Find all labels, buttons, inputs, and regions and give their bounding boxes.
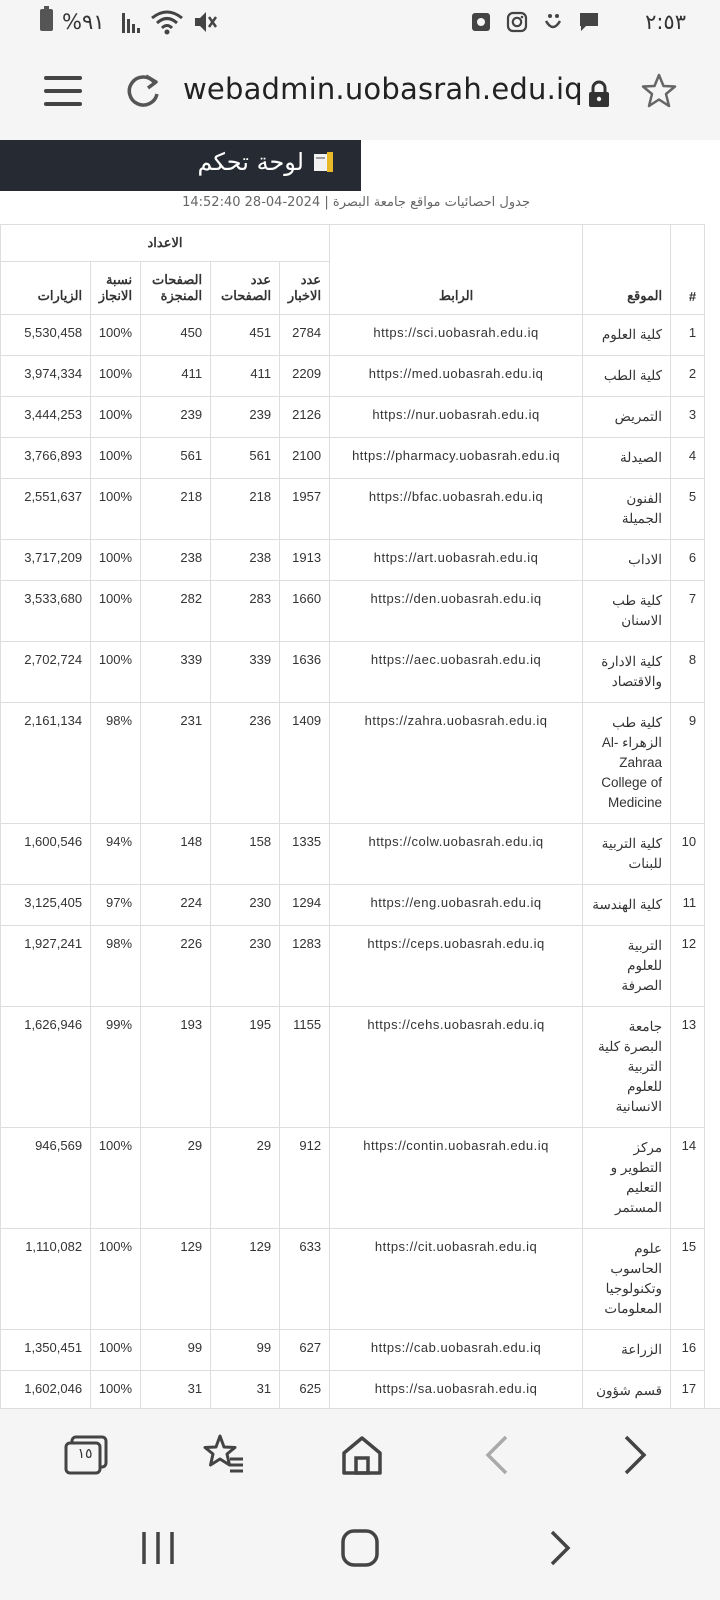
row-pages-done: 411	[141, 356, 211, 397]
row-visits: 2,161,134	[1, 703, 91, 824]
row-index: 7	[671, 581, 705, 642]
row-news-count: 1636	[280, 642, 330, 703]
table-row	[1, 926, 705, 1007]
row-site-name: كلية التربية للبنات	[583, 824, 671, 885]
row-news-count: 1913	[280, 540, 330, 581]
lock-icon[interactable]	[586, 79, 612, 109]
row-pages-done: 31	[141, 1371, 211, 1409]
row-index: 1	[671, 315, 705, 356]
table-subtitle: جدول احصائيات مواقع جامعة البصرة | 2024-04-28 14:52:40	[182, 195, 530, 210]
row-index: 4	[671, 438, 705, 479]
row-completion: 99%	[91, 1007, 141, 1128]
col-link-header: الرابط	[330, 225, 583, 315]
row-pages-done: 561	[141, 438, 211, 479]
table-row	[1, 885, 705, 926]
row-site-name: التمريض	[583, 397, 671, 438]
row-pages-count: 230	[211, 926, 280, 1007]
row-completion: 100%	[91, 479, 141, 540]
row-site-name: كلية الادارة والاقتصاد	[583, 642, 671, 703]
row-news-count: 912	[280, 1128, 330, 1229]
row-completion: 100%	[91, 397, 141, 438]
stats-table	[0, 224, 705, 1408]
row-site-name: الاداب	[583, 540, 671, 581]
row-visits: 1,927,241	[1, 926, 91, 1007]
row-completion: 100%	[91, 315, 141, 356]
table-row	[1, 642, 705, 703]
mute-icon	[192, 9, 218, 35]
wifi-icon	[150, 9, 184, 35]
battery-percent: %٩١	[62, 10, 105, 34]
message-icon	[578, 11, 600, 33]
row-link[interactable]: https://eng.uobasrah.edu.iq	[330, 885, 583, 926]
menu-button[interactable]	[44, 74, 82, 108]
status-bar	[0, 0, 720, 44]
row-pages-count: 451	[211, 315, 280, 356]
row-news-count: 1660	[280, 581, 330, 642]
row-pages-count: 561	[211, 438, 280, 479]
col-completion-header: نسبة الانجاز	[91, 262, 141, 315]
recent-apps-icon[interactable]	[136, 1526, 180, 1570]
row-completion: 100%	[91, 1229, 141, 1330]
row-site-name: كلية طب الاسنان	[583, 581, 671, 642]
col-visits-header: الزيارات	[1, 262, 91, 315]
row-pages-count: 29	[211, 1128, 280, 1229]
row-index: 13	[671, 1007, 705, 1128]
row-pages-done: 193	[141, 1007, 211, 1128]
row-link[interactable]: https://den.uobasrah.edu.iq	[330, 581, 583, 642]
table-row	[1, 479, 705, 540]
row-pages-count: 31	[211, 1371, 280, 1409]
row-index: 15	[671, 1229, 705, 1330]
row-index: 9	[671, 703, 705, 824]
row-index: 5	[671, 479, 705, 540]
row-link[interactable]: https://ceps.uobasrah.edu.iq	[330, 926, 583, 1007]
row-site-name: كلية الطب	[583, 356, 671, 397]
row-link[interactable]: https://aec.uobasrah.edu.iq	[330, 642, 583, 703]
tabs-count: ١٥	[77, 1446, 93, 1462]
row-visits: 1,602,046	[1, 1371, 91, 1409]
row-completion: 98%	[91, 703, 141, 824]
row-pages-done: 129	[141, 1229, 211, 1330]
row-index: 3	[671, 397, 705, 438]
row-visits: 5,530,458	[1, 315, 91, 356]
bookmark-star-icon[interactable]	[640, 72, 678, 110]
row-pages-count: 283	[211, 581, 280, 642]
row-visits: 3,533,680	[1, 581, 91, 642]
row-site-name: الزراعة	[583, 1330, 671, 1371]
col-done-header: الصفحات المنجزة	[141, 262, 211, 315]
row-completion: 100%	[91, 1330, 141, 1371]
col-index-header: #	[671, 225, 705, 315]
dashboard-title	[198, 148, 336, 176]
row-pages-done: 282	[141, 581, 211, 642]
table-row	[1, 1128, 705, 1229]
back-icon[interactable]	[476, 1433, 520, 1477]
row-news-count: 1409	[280, 703, 330, 824]
row-index: 6	[671, 540, 705, 581]
row-visits: 1,110,082	[1, 1229, 91, 1330]
row-pages-count: 230	[211, 885, 280, 926]
row-index: 16	[671, 1330, 705, 1371]
row-news-count: 2100	[280, 438, 330, 479]
row-pages-count: 158	[211, 824, 280, 885]
row-news-count: 2209	[280, 356, 330, 397]
row-news-count: 1155	[280, 1007, 330, 1128]
row-link[interactable]: https://cehs.uobasrah.edu.iq	[330, 1007, 583, 1128]
row-news-count: 2126	[280, 397, 330, 438]
row-pages-count: 129	[211, 1229, 280, 1330]
row-pages-count: 238	[211, 540, 280, 581]
col-site-header: الموقع	[583, 225, 671, 315]
instagram-icon	[506, 11, 528, 33]
reload-icon[interactable]	[124, 72, 162, 110]
system-nav-bar	[0, 1498, 720, 1600]
row-pages-count: 99	[211, 1330, 280, 1371]
row-link[interactable]: https://contin.uobasrah.edu.iq	[330, 1128, 583, 1229]
dashboard-title-text: لوحة تحكم	[197, 148, 304, 176]
row-visits: 3,974,334	[1, 356, 91, 397]
row-link[interactable]: https://sa.uobasrah.edu.iq	[330, 1371, 583, 1409]
row-visits: 2,551,637	[1, 479, 91, 540]
row-pages-count: 218	[211, 479, 280, 540]
row-visits: 3,125,405	[1, 885, 91, 926]
row-pages-done: 339	[141, 642, 211, 703]
address-bar	[0, 44, 720, 141]
row-site-name: التربية للعلوم الصرفة	[583, 926, 671, 1007]
table-row	[1, 315, 705, 356]
row-completion: 98%	[91, 926, 141, 1007]
row-site-name: مركز التطوير و التعليم المستمر	[583, 1128, 671, 1229]
row-pages-done: 29	[141, 1128, 211, 1229]
screenshot-icon	[470, 11, 492, 33]
table-row	[1, 1371, 705, 1409]
row-site-name: جامعة البصرة كلية التربية للعلوم الانسانية	[583, 1007, 671, 1128]
bookmarks-icon[interactable]	[202, 1433, 246, 1477]
home-icon[interactable]	[340, 1433, 384, 1477]
row-completion: 100%	[91, 1371, 141, 1409]
row-pages-count: 239	[211, 397, 280, 438]
row-link[interactable]: https://bfac.uobasrah.edu.iq	[330, 479, 583, 540]
col-news-header: عدد الاخبار	[280, 262, 330, 315]
row-link[interactable]: https://pharmacy.uobasrah.edu.iq	[330, 438, 583, 479]
col-pages-header: عدد الصفحات	[211, 262, 280, 315]
row-visits: 1,626,946	[1, 1007, 91, 1128]
row-pages-done: 218	[141, 479, 211, 540]
row-pages-done: 231	[141, 703, 211, 824]
row-pages-count: 339	[211, 642, 280, 703]
row-index: 8	[671, 642, 705, 703]
clock: ٢:٥٣	[645, 10, 686, 34]
back-nav-icon[interactable]	[540, 1526, 584, 1570]
row-site-name: كلية طب الزهراء -Al Zahraa College of Medicine	[583, 703, 671, 824]
row-index: 10	[671, 824, 705, 885]
tabs-button[interactable]	[64, 1433, 108, 1477]
table-row	[1, 824, 705, 885]
table-row	[1, 703, 705, 824]
table-row	[1, 540, 705, 581]
table-row	[1, 356, 705, 397]
table-row	[1, 438, 705, 479]
row-visits: 3,717,209	[1, 540, 91, 581]
row-completion: 100%	[91, 356, 141, 397]
row-news-count: 633	[280, 1229, 330, 1330]
row-completion: 97%	[91, 885, 141, 926]
row-news-count: 1957	[280, 479, 330, 540]
row-news-count: 1283	[280, 926, 330, 1007]
home-nav-icon[interactable]	[338, 1526, 382, 1570]
row-pages-done: 148	[141, 824, 211, 885]
row-index: 14	[671, 1128, 705, 1229]
book-icon	[312, 151, 336, 173]
row-link[interactable]: https://med.uobasrah.edu.iq	[330, 356, 583, 397]
row-link[interactable]: https://sci.uobasrah.edu.iq	[330, 315, 583, 356]
row-completion: 100%	[91, 581, 141, 642]
row-pages-done: 450	[141, 315, 211, 356]
row-site-name: علوم الحاسوب وتكنولوجيا المعلومات	[583, 1229, 671, 1330]
row-pages-count: 411	[211, 356, 280, 397]
row-site-name: الصيدلة	[583, 438, 671, 479]
row-completion: 100%	[91, 438, 141, 479]
row-index: 17	[671, 1371, 705, 1409]
row-news-count: 625	[280, 1371, 330, 1409]
row-site-name: قسم شؤون	[583, 1371, 671, 1409]
row-news-count: 1294	[280, 885, 330, 926]
row-site-name: كلية العلوم	[583, 315, 671, 356]
signal-icon	[122, 11, 140, 33]
row-completion: 94%	[91, 824, 141, 885]
row-site-name: الفنون الجميلة	[583, 479, 671, 540]
row-link[interactable]: https://colw.uobasrah.edu.iq	[330, 824, 583, 885]
smiley-icon	[542, 11, 564, 33]
row-link[interactable]: https://nur.uobasrah.edu.iq	[330, 397, 583, 438]
row-completion: 100%	[91, 642, 141, 703]
row-completion: 100%	[91, 1128, 141, 1229]
row-news-count: 627	[280, 1330, 330, 1371]
row-link[interactable]: https://cit.uobasrah.edu.iq	[330, 1229, 583, 1330]
row-pages-count: 236	[211, 703, 280, 824]
web-page	[0, 140, 720, 1408]
row-index: 11	[671, 885, 705, 926]
row-link[interactable]: https://zahra.uobasrah.edu.iq	[330, 703, 583, 824]
browser-toolbar	[0, 1408, 720, 1499]
table-row	[1, 1229, 705, 1330]
row-index: 2	[671, 356, 705, 397]
row-visits: 3,444,253	[1, 397, 91, 438]
url-field[interactable]: webadmin.uobasrah.edu.iq	[183, 72, 583, 106]
dashboard-header	[0, 140, 361, 191]
row-completion: 100%	[91, 540, 141, 581]
row-link[interactable]: https://cab.uobasrah.edu.iq	[330, 1330, 583, 1371]
row-pages-done: 226	[141, 926, 211, 1007]
row-site-name: كلية الهندسة	[583, 885, 671, 926]
row-pages-done: 99	[141, 1330, 211, 1371]
row-news-count: 1335	[280, 824, 330, 885]
col-counts-group-header: الاعداد	[1, 225, 330, 262]
table-row	[1, 1007, 705, 1128]
row-pages-done: 238	[141, 540, 211, 581]
battery-icon	[40, 9, 53, 31]
row-news-count: 2784	[280, 315, 330, 356]
table-row	[1, 1330, 705, 1371]
row-visits: 2,702,724	[1, 642, 91, 703]
row-pages-done: 224	[141, 885, 211, 926]
row-index: 12	[671, 926, 705, 1007]
row-visits: 3,766,893	[1, 438, 91, 479]
table-row	[1, 581, 705, 642]
row-visits: 1,600,546	[1, 824, 91, 885]
table-row	[1, 397, 705, 438]
row-link[interactable]: https://art.uobasrah.edu.iq	[330, 540, 583, 581]
row-visits: 1,350,451	[1, 1330, 91, 1371]
row-pages-count: 195	[211, 1007, 280, 1128]
forward-icon[interactable]	[612, 1433, 656, 1477]
row-visits: 946,569	[1, 1128, 91, 1229]
row-pages-done: 239	[141, 397, 211, 438]
